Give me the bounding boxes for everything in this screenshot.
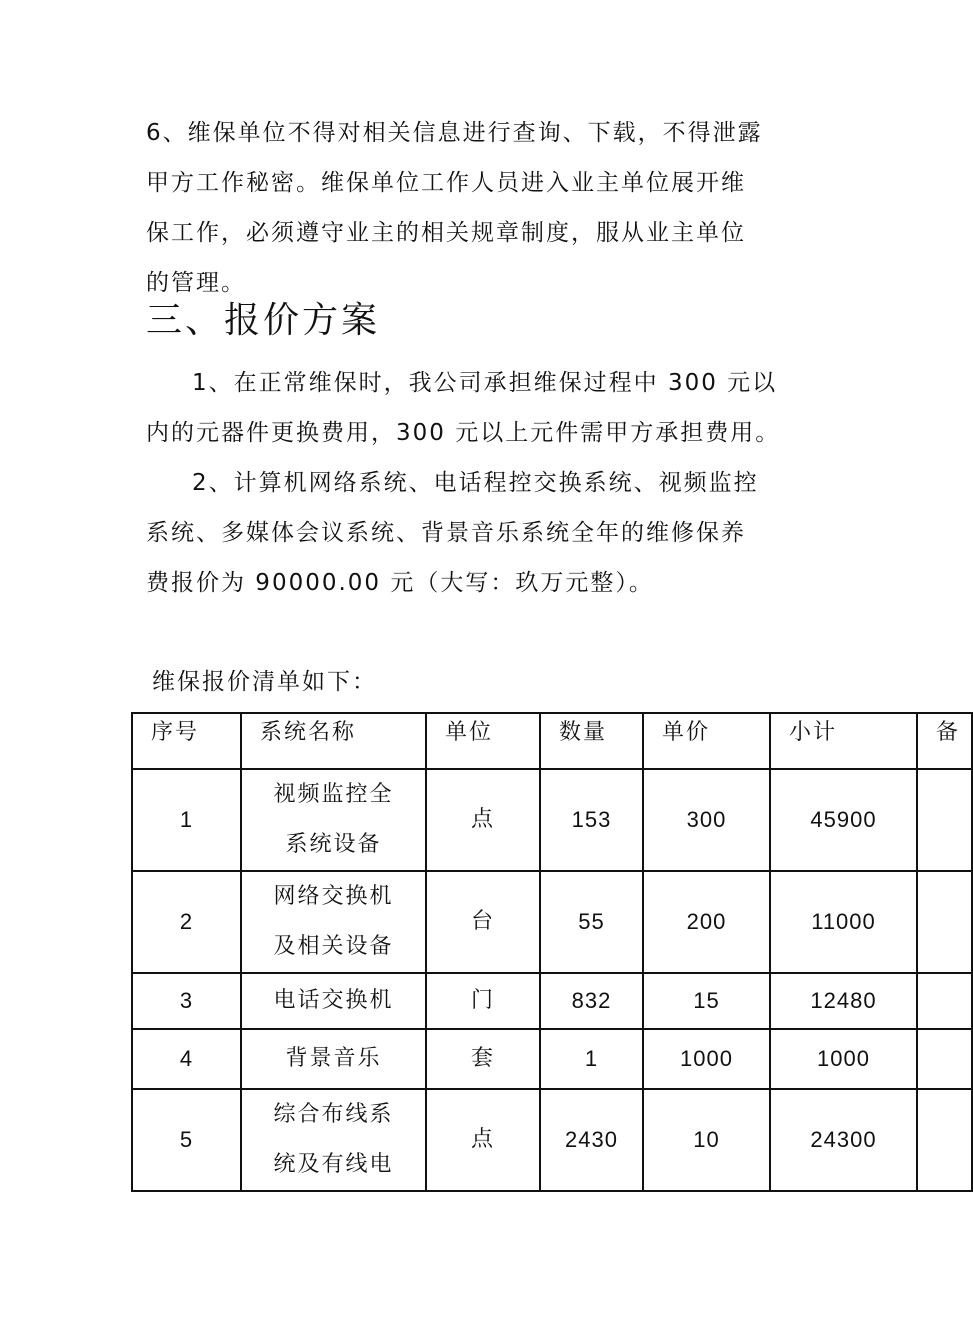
table-header-row bbox=[132, 713, 972, 769]
cell-name-line: 视频监控全 bbox=[273, 782, 394, 807]
cell-subtotal: 12480 bbox=[770, 973, 917, 1029]
table-row bbox=[132, 871, 972, 973]
table-row bbox=[132, 973, 972, 1029]
table-row bbox=[132, 1089, 972, 1191]
cell-price: 10 bbox=[643, 1089, 770, 1191]
cell-note bbox=[917, 1089, 972, 1191]
paragraph-line: 的管理。 bbox=[146, 270, 246, 296]
cell-system-name bbox=[241, 1029, 426, 1089]
cell-subtotal: 45900 bbox=[770, 769, 917, 871]
paragraph-maintenance-rules bbox=[146, 108, 808, 308]
paragraph-line: 甲方工作秘密。维保单位工作人员进入业主单位展开维 bbox=[146, 170, 746, 196]
cell-subtotal: 24300 bbox=[770, 1089, 917, 1191]
table-caption: 维保报价清单如下： bbox=[152, 669, 377, 695]
paragraph-line: 费报价为 90000.00 元（大写：玖万元整）。 bbox=[146, 570, 654, 596]
cell-name-line: 系统设备 bbox=[285, 832, 382, 857]
cell-no: 2 bbox=[132, 871, 241, 973]
header-cell-no: 序号 bbox=[132, 713, 241, 769]
quote-table bbox=[131, 712, 973, 1192]
paragraph-line: 内的元器件更换费用，300 元以上元件需甲方承担费用。 bbox=[146, 420, 781, 446]
paragraph-line: 保工作，必须遵守业主的相关规章制度，服从业主单位 bbox=[146, 220, 746, 246]
cell-unit: 套 bbox=[426, 1029, 540, 1089]
cell-name-line: 背景音乐 bbox=[285, 1046, 382, 1071]
cell-name-line: 电话交换机 bbox=[273, 988, 394, 1013]
table-row bbox=[132, 769, 972, 871]
cell-unit: 点 bbox=[426, 769, 540, 871]
cell-system-name bbox=[241, 769, 426, 871]
cell-qty: 153 bbox=[540, 769, 643, 871]
cell-qty: 55 bbox=[540, 871, 643, 973]
paragraph-quote-total bbox=[146, 458, 808, 608]
cell-unit: 台 bbox=[426, 871, 540, 973]
cell-note bbox=[917, 973, 972, 1029]
paragraph-parts-cost bbox=[146, 358, 808, 458]
header-cell-unit: 单位 bbox=[426, 713, 540, 769]
cell-price: 1000 bbox=[643, 1029, 770, 1089]
cell-name-line: 网络交换机 bbox=[273, 884, 394, 909]
cell-price: 15 bbox=[643, 973, 770, 1029]
cell-price: 200 bbox=[643, 871, 770, 973]
cell-no: 1 bbox=[132, 769, 241, 871]
cell-name-line: 统及有线电 bbox=[273, 1152, 394, 1177]
header-cell-name: 系统名称 bbox=[241, 713, 426, 769]
paragraph-line: 系统、多媒体会议系统、背景音乐系统全年的维修保养 bbox=[146, 520, 746, 546]
paragraph-line: 2、计算机网络系统、电话程控交换系统、视频监控 bbox=[192, 470, 759, 496]
cell-note bbox=[917, 1029, 972, 1089]
cell-qty: 2430 bbox=[540, 1089, 643, 1191]
cell-system-name bbox=[241, 871, 426, 973]
cell-no: 3 bbox=[132, 973, 241, 1029]
cell-system-name bbox=[241, 1089, 426, 1191]
header-cell-note: 备 bbox=[917, 713, 972, 769]
cell-unit: 门 bbox=[426, 973, 540, 1029]
cell-qty: 832 bbox=[540, 973, 643, 1029]
cell-qty: 1 bbox=[540, 1029, 643, 1089]
table-row bbox=[132, 1029, 972, 1089]
header-cell-subtotal: 小计 bbox=[770, 713, 917, 769]
header-cell-qty: 数量 bbox=[540, 713, 643, 769]
cell-price: 300 bbox=[643, 769, 770, 871]
paragraph-line: 6、维保单位不得对相关信息进行查询、下载，不得泄露 bbox=[146, 120, 763, 146]
cell-subtotal: 11000 bbox=[770, 871, 917, 973]
cell-system-name bbox=[241, 973, 426, 1029]
cell-note bbox=[917, 871, 972, 973]
cell-subtotal: 1000 bbox=[770, 1029, 917, 1089]
cell-no: 5 bbox=[132, 1089, 241, 1191]
section-heading: 三、报价方案 bbox=[146, 300, 381, 341]
paragraph-line: 1、在正常维保时，我公司承担维保过程中 300 元以 bbox=[192, 370, 778, 396]
cell-unit: 点 bbox=[426, 1089, 540, 1191]
cell-name-line: 及相关设备 bbox=[273, 934, 394, 959]
cell-note bbox=[917, 769, 972, 871]
cell-no: 4 bbox=[132, 1029, 241, 1089]
cell-name-line: 综合布线系 bbox=[273, 1102, 394, 1127]
header-cell-price: 单价 bbox=[643, 713, 770, 769]
